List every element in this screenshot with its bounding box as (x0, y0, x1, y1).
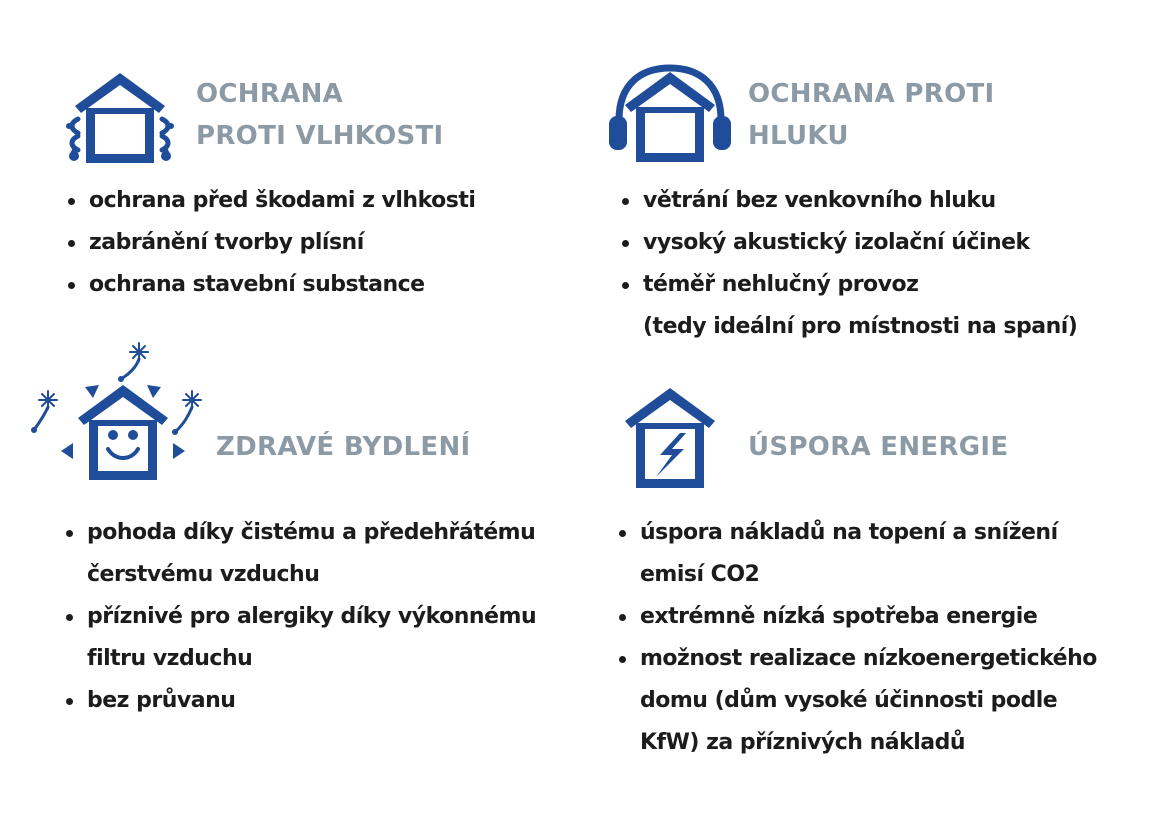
title-health: ZDRAVÉ BYDLENÍ (216, 432, 471, 462)
list-energy (619, 512, 1097, 764)
title-noise: OCHRANA PROTI HLUKU (748, 79, 995, 151)
list-item: ochrana stavební substance (68, 264, 475, 306)
list-moisture (68, 180, 475, 306)
list-noise (622, 180, 1077, 348)
house-lightning-icon (620, 385, 720, 490)
list-health (66, 512, 536, 722)
list-item: bez průvanu (66, 680, 536, 722)
list-item: příznivé pro alergiky díky výkonnému filtru vzduchu (66, 596, 536, 680)
list-item: téměř nehlučný provoz (tedy ideální pro místnosti na spaní) (622, 264, 1077, 348)
title-moisture: OCHRANA PROTI VLHKOSTI (196, 79, 444, 151)
list-item: ochrana před škodami z vlhkosti (68, 180, 475, 222)
list-item: extrémně nízká spotřeba energie (619, 596, 1097, 638)
list-item: úspora nákladů na topení a snížení emisí CO2 (619, 512, 1097, 596)
house-headphones-icon (605, 62, 735, 170)
house-moisture-icon (60, 70, 180, 170)
list-item: možnost realizace nízkoenergetického domu (dům vysoké účinnosti podle KfW) za příznivých nákladů (619, 638, 1097, 764)
list-item: zabránění tvorby plísní (68, 222, 475, 264)
list-item: větrání bez venkovního hluku (622, 180, 1077, 222)
list-item: pohoda díky čistému a předehřátému čerstvému vzduchu (66, 512, 536, 596)
healthy-house-pollen-icon (25, 335, 220, 485)
title-energy: ÚSPORA ENERGIE (748, 432, 1009, 462)
list-item: vysoký akustický izolační účinek (622, 222, 1077, 264)
